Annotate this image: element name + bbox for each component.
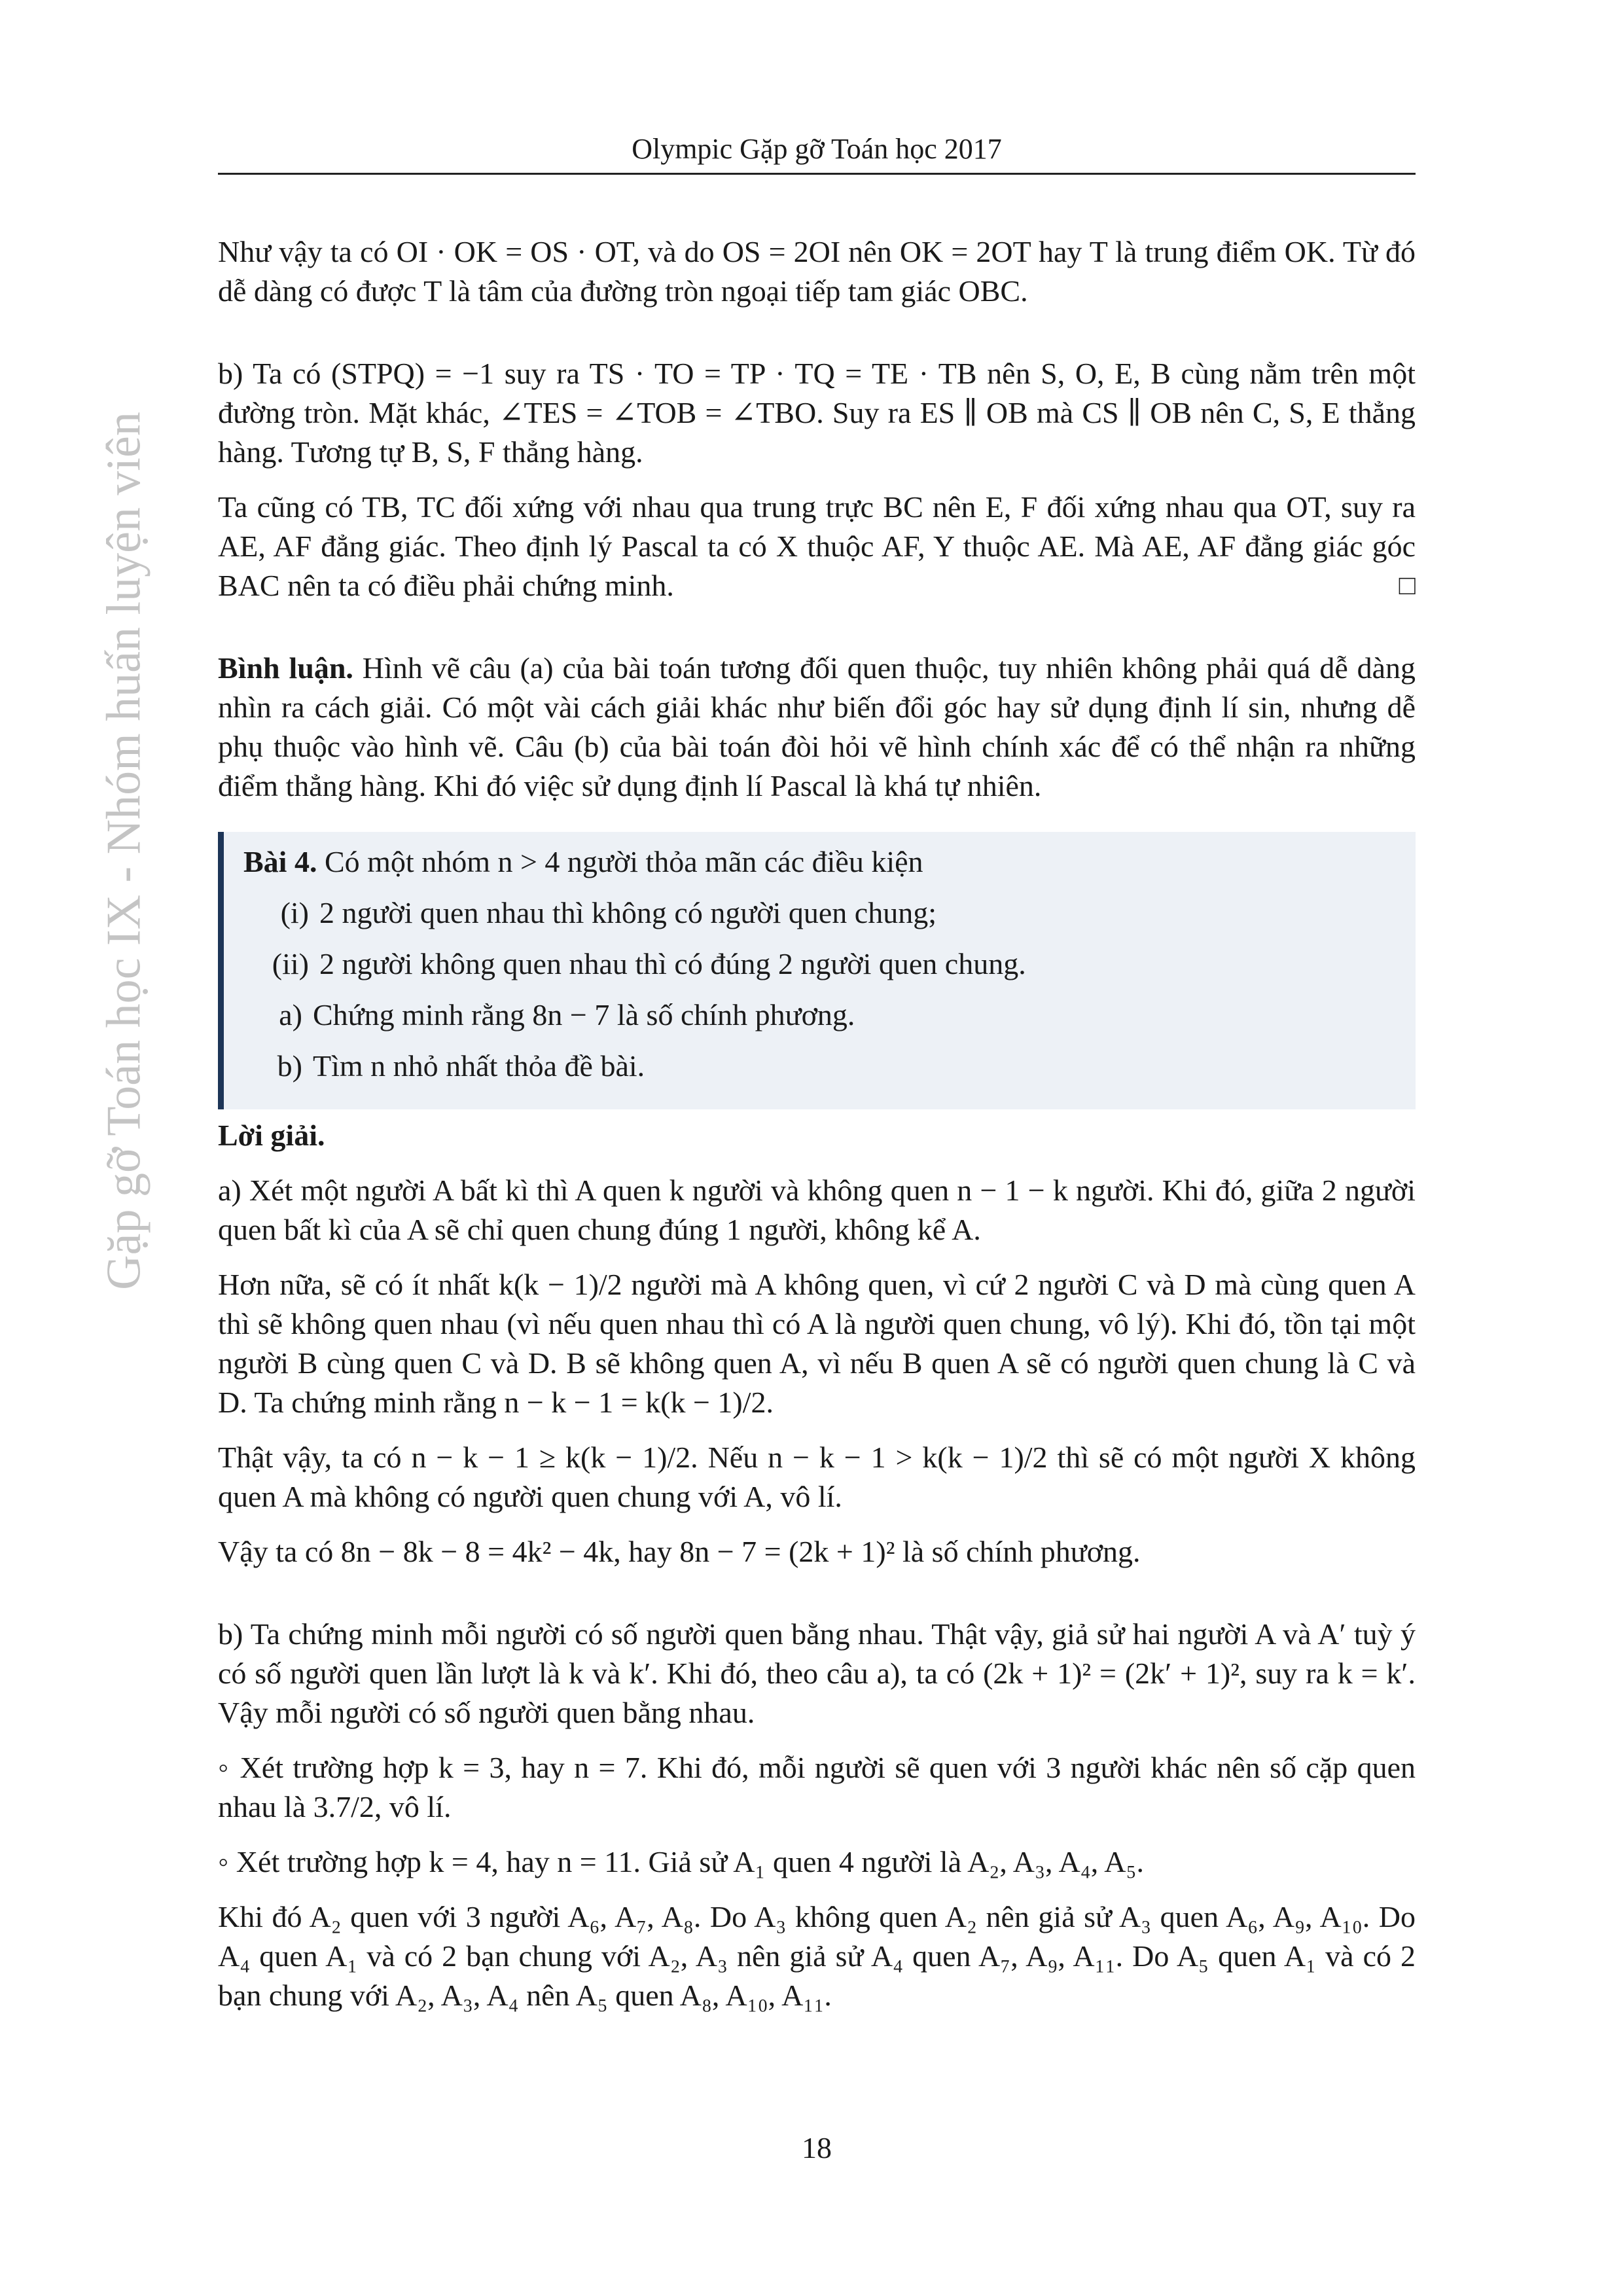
comment [218,649,1416,806]
part-label: b) [277,1049,302,1083]
solution-paragraph-3: Thật vậy, ta có n − k − 1 ≥ k(k − 1)/2. Nếu n − k − 1 > k(k − 1)/2 thì sẽ có một người X không quen A mà không có người quen chung với A, vô lí. [218,1441,1416,1513]
problem-title [243,842,1396,882]
condition-label: (i) [280,896,309,929]
problem-label: Bài 4. [243,845,317,878]
condition-text: 2 người không quen nhau thì có đúng 2 người quen chung. [319,947,1026,980]
part-list [243,996,1396,1086]
paragraph-1: Như vậy ta có OI · OK = OS · OT, và do OS = 2OI nên OK = 2OT hay T là trung điểm OK. Từ đó dễ dàng có được T là tâm của đường tròn ngoại tiếp tam giác OBC. [218,235,1416,308]
side-watermark-text: Gặp gỡ Toán học IX - Nhóm huấn luyện viên [97,412,151,1290]
condition-item [243,944,1396,984]
solution-paragraph-5: b) Ta chứng minh mỗi người có số người quen bằng nhau. Thật vậy, giả sử hai người A và A′ tuỳ ý có số người quen lần lượt là k và k′. Khi đó, theo câu a), ta có (2k + 1)² = (2k′ + 1)², suy ra k = k′. Vậy mỗi người có số người quen bằng nhau. [218,1617,1416,1729]
solution-paragraph-4: Vậy ta có 8n − 8k − 8 = 4k² − 4k, hay 8n − 7 = (2k + 1)² là số chính phương. [218,1535,1141,1568]
part-text: Chứng minh rằng 8n − 7 là số chính phương. [313,998,855,1031]
paragraph-3 [218,488,1416,605]
comment-text: Hình vẽ câu (a) của bài toán tương đối quen thuộc, tuy nhiên không phải quá dễ dàng nhìn ra cách giải. Có một vài cách giải khác như biến đổi góc hay sử dụng định lí sin, nhưng dễ phụ thuộc vào hình vẽ. Câu (b) của bài toán đòi hỏi vẽ hình chính xác để có thể nhận ra những điểm thẳng hàng. Khi đó việc sử dụng định lí Pascal là khá tự nhiên. [218,651,1416,802]
solution-paragraph-2: Hơn nữa, sẽ có ít nhất k(k − 1)/2 người mà A không quen, vì cứ 2 người C và D mà cùng quen A thì sẽ không quen nhau (vì nếu quen nhau thì có A là người quen chung, vô lý). Khi đó, tồn tại một người B cùng quen C và D. B sẽ không quen A, vì nếu B quen A sẽ có người quen chung là C và D. Ta chứng minh rằng n − k − 1 = k(k − 1)/2. [218,1268,1416,1419]
solution-paragraph-6: ◦ Xét trường hợp k = 3, hay n = 7. Khi đó, mỗi người sẽ quen với 3 người khác nên số cặp quen nhau là 3.7/2, vô lí. [218,1751,1416,1823]
comment-label: Bình luận. [218,651,353,685]
condition-text: 2 người quen nhau thì không có người quen chung; [319,896,936,929]
condition-label: (ii) [272,947,309,980]
page-body [218,232,1416,2031]
header-rule [218,173,1416,175]
condition-list [243,893,1396,984]
page-number: 18 [802,2131,832,2164]
running-header: Olympic Gặp gỡ Toán học 2017 [632,133,1002,165]
solution-paragraph-8: Khi đó A₂ quen với 3 người A₆, A₇, A₈. Do A₃ không quen A₂ nên giả sử A₃ quen A₆, A₉, A₁₀. Do A₄ quen A₁ và có 2 bạn chung với A₂, A₃ nên giả sử A₄ quen A₇, A₉, A₁₁. Do A₅ quen A₁ và có 2 bạn chung với A₂, A₃, A₄ nên A₅ quen A₈, A₁₀, A₁₁. [218,1900,1416,2012]
part-item [243,996,1396,1035]
paragraph-3-text: Ta cũng có TB, TC đối xứng với nhau qua trung trực BC nên E, F đối xứng nhau qua OT, suy ra AE, AF đẳng giác. Theo định lý Pascal ta có X thuộc AF, Y thuộc AE. Mà AE, AF đẳng giác góc BAC nên ta có điều phải chứng minh. [218,490,1416,602]
solution-paragraph-7: ◦ Xét trường hợp k = 4, hay n = 11. Giả sử A₁ quen 4 người là A₂, A₃, A₄, A₅. [218,1845,1144,1878]
part-label: a) [279,998,302,1031]
paragraph-2: b) Ta có (STPQ) = −1 suy ra TS · TO = TP · TQ = TE · TB nên S, O, E, B cùng nằm trên một đường tròn. Mặt khác, ∠TES = ∠TOB = ∠TBO. Suy ra ES ∥ OB mà CS ∥ OB nên C, S, E thẳng hàng. Tương tự B, S, F thẳng hàng. [218,357,1416,469]
part-item [243,1047,1396,1086]
problem-box [218,832,1416,1109]
part-text: Tìm n nhỏ nhất thỏa đề bài. [313,1049,645,1083]
qed-symbol: □ [1399,571,1416,601]
solution-label: Lời giải. [218,1119,325,1152]
solution-paragraph-1: a) Xét một người A bất kì thì A quen k người và không quen n − 1 − k người. Khi đó, giữa 2 người quen bất kì của A sẽ chỉ quen chung đúng 1 người, không kể A. [218,1174,1416,1246]
problem-statement: Có một nhóm n > 4 người thỏa mãn các điều kiện [324,845,923,878]
condition-item [243,893,1396,933]
